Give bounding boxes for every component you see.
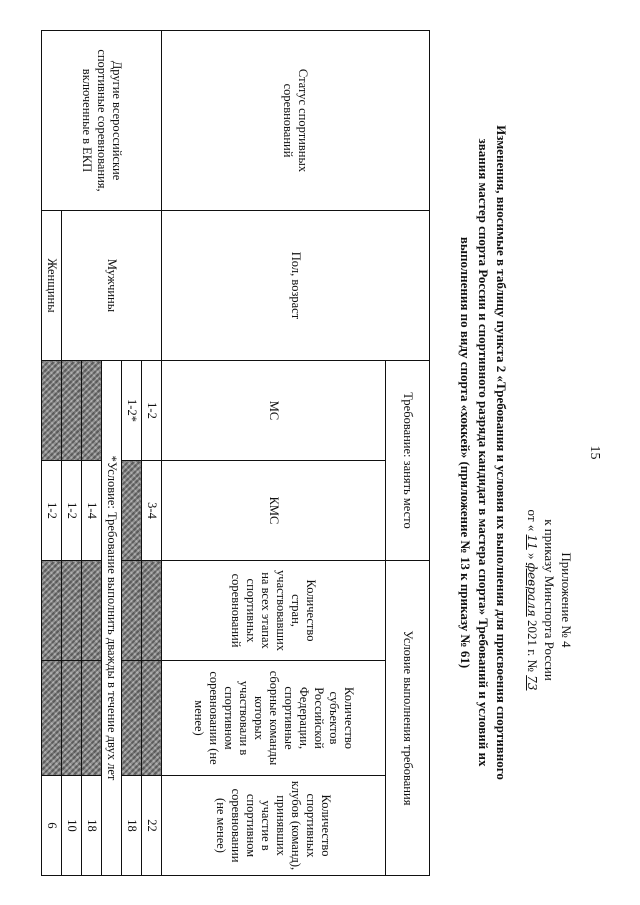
cell-kms: 3-4 bbox=[142, 461, 162, 561]
title-line-2: звания мастер спорта России и спортивного разряда кандидат в мастера спорта» Требований и условий их bbox=[476, 138, 491, 767]
annex-reference: к приказу Минспорта России bbox=[542, 519, 557, 681]
cell-hatched bbox=[62, 561, 82, 661]
row-women: Женщины bbox=[42, 211, 62, 361]
cell-hatched bbox=[82, 661, 102, 776]
table-row bbox=[142, 31, 162, 876]
cell-kms: 1-2 bbox=[42, 461, 62, 561]
title-line-3: выполнения по виду спорта «хоккей» (приложение № 13 к приказу № 61) bbox=[458, 236, 473, 669]
cell-hatched bbox=[42, 661, 62, 776]
cell-hatched bbox=[122, 661, 142, 776]
cell-kms: 1-4 bbox=[82, 461, 102, 561]
cell-clubs: 10 bbox=[62, 776, 82, 876]
header-subjects: Количество субъектов Российской Федерации, спортивные сборные команды которых участвовали в спортивном соревновании (не менее) bbox=[162, 661, 386, 776]
date-day: 11 bbox=[525, 534, 539, 550]
cell-kms: 1-2 bbox=[62, 461, 82, 561]
header-clubs: Количество спортивных клубов (команд), принявших участие в спортивном соревновании (не менее) bbox=[162, 776, 386, 876]
annex-number: Приложение № 4 bbox=[559, 552, 574, 648]
header-requirement: Требование: занять место bbox=[386, 361, 430, 561]
cell-hatched bbox=[42, 561, 62, 661]
header-row-1 bbox=[386, 31, 430, 876]
header-kms: КМС bbox=[162, 461, 386, 561]
annex-date-line bbox=[524, 470, 540, 730]
cell-hatched bbox=[42, 361, 62, 461]
page-number: 15 bbox=[587, 445, 602, 460]
row-status: Другие всероссийские спортивные соревнования, включенные в ЕКП bbox=[42, 31, 162, 211]
header-countries: Количество стран, участвовавших на всех этапах спортивных соревнований bbox=[162, 561, 386, 661]
date-year: 2021 г. № bbox=[525, 619, 540, 672]
header-status: Статус спортивных соревнований bbox=[162, 31, 430, 211]
requirements-table bbox=[41, 30, 430, 876]
header-gender-age: Пол, возраст bbox=[162, 211, 430, 361]
cell-clubs: 18 bbox=[82, 776, 102, 876]
cell-ms: 1-2* bbox=[122, 361, 142, 461]
header-condition: Условие выполнения требования bbox=[386, 561, 430, 876]
cell-clubs: 18 bbox=[122, 776, 142, 876]
date-mid: » bbox=[525, 553, 540, 560]
condition-note: *Условие: Требование выполнить дважды в течение двух лет bbox=[102, 361, 122, 876]
cell-hatched bbox=[122, 461, 142, 561]
date-month: февраля bbox=[525, 562, 539, 617]
cell-hatched bbox=[142, 661, 162, 776]
cell-clubs: 6 bbox=[42, 776, 62, 876]
order-number: 73 bbox=[525, 675, 539, 691]
cell-hatched bbox=[62, 661, 82, 776]
cell-hatched bbox=[122, 561, 142, 661]
row-men: Мужчины bbox=[62, 211, 162, 361]
cell-ms: 1-2 bbox=[142, 361, 162, 461]
date-prefix: от « bbox=[525, 509, 540, 532]
header-ms: МС bbox=[162, 361, 386, 461]
cell-clubs: 22 bbox=[142, 776, 162, 876]
title-line-1: Изменения, вносимые в таблицу пункта 2 «Требования и условия их выполнения для присвоения спортивного bbox=[494, 125, 509, 780]
cell-hatched bbox=[82, 561, 102, 661]
cell-hatched bbox=[142, 561, 162, 661]
cell-hatched bbox=[82, 361, 102, 461]
cell-hatched bbox=[62, 361, 82, 461]
